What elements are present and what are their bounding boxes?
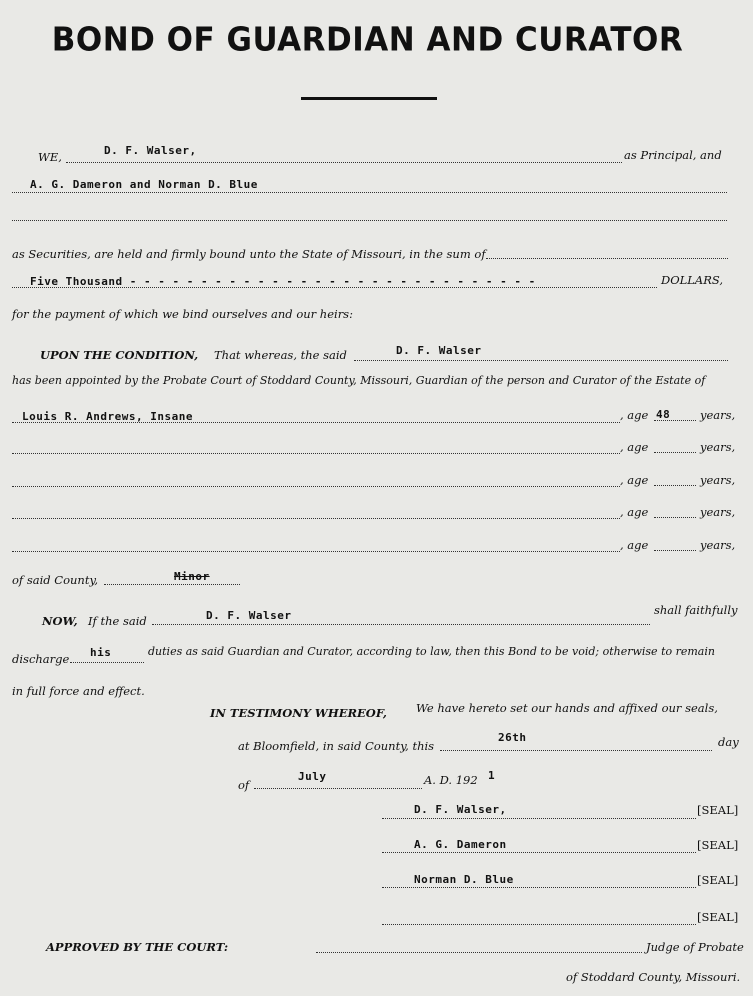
- discharge-label: discharge: [12, 652, 70, 666]
- ward-line-2: [12, 453, 620, 454]
- seal-label-2: [SEAL]: [697, 838, 739, 852]
- ward-name: Louis R. Andrews, Insane: [22, 410, 193, 423]
- upon-condition-label: UPON THE CONDITION,: [40, 348, 199, 362]
- now-name-line: [152, 624, 650, 625]
- ward-line-5: [12, 551, 620, 552]
- years-label-5: years,: [700, 538, 736, 552]
- month-line: [254, 788, 422, 789]
- shall-faithfully-label: shall faithfully: [654, 603, 738, 617]
- ward-line-4: [12, 518, 620, 519]
- approved-label: APPROVED BY THE COURT:: [46, 940, 229, 954]
- of-stoddard-label: of Stoddard County, Missouri.: [566, 970, 741, 984]
- appointed-clause: has been appointed by the Probate Court of Stoddard County, Missouri, Guardian of the person and Curator of the Estate of: [12, 374, 706, 387]
- age-line-2: [654, 452, 696, 453]
- signature-line-2: [382, 852, 696, 853]
- age-label-3: , age: [620, 473, 649, 487]
- seal-label-1: [SEAL]: [697, 803, 739, 817]
- signature-1: D. F. Walser,: [414, 803, 507, 816]
- that-whereas-label: That whereas, the said: [214, 348, 347, 362]
- age-line-3: [654, 485, 696, 486]
- month-value: July: [298, 770, 327, 783]
- sum-amount: Five Thousand - - - - - - - - - - - - - - - - - - - - - - - - - - - - -: [30, 275, 536, 288]
- securities-line-2: [12, 220, 727, 221]
- age-label-1: , age: [620, 408, 649, 422]
- signature-line-3: [382, 887, 696, 888]
- testimony-label: IN TESTIMONY WHEREOF,: [210, 706, 387, 720]
- seal-label-4: [SEAL]: [697, 910, 739, 924]
- title-rule: [301, 97, 437, 100]
- duties-clause: duties as said Guardian and Curator, according to law, then this Bond to be void; otherwise to remain: [148, 645, 715, 658]
- principal-line: [66, 162, 622, 163]
- sum-line-top: [486, 258, 728, 259]
- status-line: [104, 584, 240, 585]
- as-securities-clause: as Securities, are held and firmly bound unto the State of Missouri, in the sum of: [12, 247, 486, 261]
- ad-label: A. D. 192: [424, 773, 478, 787]
- day-line: [440, 750, 712, 751]
- dollars-label: DOLLARS,: [661, 273, 724, 287]
- signature-3: Norman D. Blue: [414, 873, 514, 886]
- years-label-1: years,: [700, 408, 736, 422]
- securities-names: A. G. Dameron and Norman D. Blue: [30, 178, 258, 191]
- of-said-county-label: of said County,: [12, 573, 99, 587]
- years-label-3: years,: [700, 473, 736, 487]
- signature-2: A. G. Dameron: [414, 838, 507, 851]
- now-label: NOW,: [42, 614, 78, 628]
- years-label-2: years,: [700, 440, 736, 454]
- age-line-4: [654, 517, 696, 518]
- year-digit: 1: [488, 769, 496, 782]
- age-line-5: [654, 550, 696, 551]
- years-label-4: years,: [700, 505, 736, 519]
- securities-line-1: [12, 192, 727, 193]
- now-name: D. F. Walser: [206, 609, 292, 622]
- age-label-2: , age: [620, 440, 649, 454]
- full-force-label: in full force and effect.: [12, 684, 145, 698]
- age-label-4: , age: [620, 505, 649, 519]
- at-bloomfield-label: at Bloomfield, in said County, this: [238, 739, 435, 753]
- day-label: day: [718, 735, 739, 749]
- judge-line: [316, 952, 642, 953]
- said-name: D. F. Walser: [396, 344, 482, 357]
- as-principal-label: as Principal, and: [624, 148, 722, 162]
- judge-label: Judge of Probate: [646, 940, 744, 954]
- seal-label-3: [SEAL]: [697, 873, 739, 887]
- ward-age: 48: [656, 408, 671, 421]
- document-title: BOND OF GUARDIAN AND CURATOR: [51, 21, 684, 59]
- said-name-line: [354, 360, 728, 361]
- payment-clause: for the payment of which we bind ourselves and our heirs:: [12, 307, 353, 321]
- status-value: Minor: [174, 570, 210, 583]
- age-label-5: , age: [620, 538, 649, 552]
- signature-line-1: [382, 818, 696, 819]
- of-label: of: [238, 778, 250, 792]
- day-value: 26th: [498, 731, 527, 744]
- principal-name: D. F. Walser,: [104, 144, 197, 157]
- signature-line-4: [382, 924, 696, 925]
- we-label: WE,: [38, 150, 62, 164]
- testimony-rest: We have hereto set our hands and affixed our seals,: [416, 701, 718, 715]
- if-the-said-label: If the said: [88, 614, 147, 628]
- pronoun-value: his: [90, 646, 112, 659]
- ward-line-3: [12, 486, 620, 487]
- pronoun-line: [70, 662, 144, 663]
